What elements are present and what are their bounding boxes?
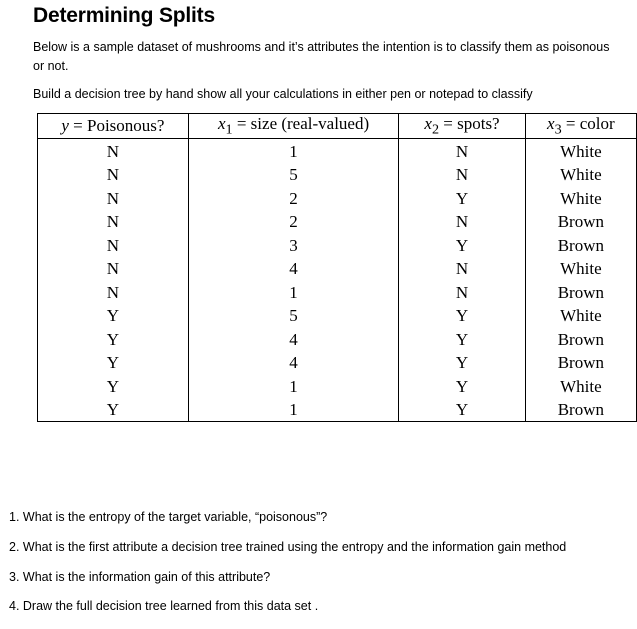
cell-size: 1	[188, 374, 398, 398]
table-row	[38, 280, 637, 304]
table-row	[38, 163, 637, 187]
cell-poisonous: Y	[38, 374, 189, 398]
cell-poisonous: Y	[38, 398, 189, 422]
question-item: 1. What is the entropy of the target variable, “poisonous”?	[9, 510, 328, 524]
cell-size: 2	[188, 186, 398, 210]
cell-color: White	[525, 257, 636, 281]
header-poisonous: y = Poisonous?	[38, 114, 189, 139]
cell-color: Brown	[525, 327, 636, 351]
cell-color: Brown	[525, 351, 636, 375]
cell-color: Brown	[525, 280, 636, 304]
table-row	[38, 304, 637, 328]
cell-spots: Y	[399, 351, 525, 375]
intro-paragraph: Below is a sample dataset of mushrooms and it’s attributes the intention is to classify them as poisonous or not.	[33, 40, 610, 73]
cell-spots: Y	[399, 186, 525, 210]
table-row	[38, 210, 637, 234]
table-row	[38, 398, 637, 422]
cell-poisonous: N	[38, 233, 189, 257]
cell-spots: N	[399, 257, 525, 281]
cell-spots: Y	[399, 398, 525, 422]
cell-color: White	[525, 374, 636, 398]
table-header-row	[38, 114, 637, 139]
page-title: Determining Splits	[33, 4, 215, 27]
cell-poisonous: N	[38, 186, 189, 210]
cell-spots: Y	[399, 233, 525, 257]
question-item: 3. What is the information gain of this attribute?	[9, 569, 271, 584]
cell-poisonous: N	[38, 280, 189, 304]
instruction-text: Build a decision tree by hand show all your calculations in either pen or notepad to classify	[33, 87, 533, 101]
table-row	[38, 186, 637, 210]
cell-spots: N	[399, 210, 525, 234]
cell-size: 4	[188, 327, 398, 351]
table-row	[38, 327, 637, 351]
table-row	[38, 233, 637, 257]
cell-size: 2	[188, 210, 398, 234]
table-row	[38, 257, 637, 281]
cell-size: 1	[188, 280, 398, 304]
cell-size: 3	[188, 233, 398, 257]
cell-size: 1	[188, 139, 398, 163]
cell-poisonous: N	[38, 257, 189, 281]
cell-color: White	[525, 186, 636, 210]
table-row	[38, 351, 637, 375]
cell-poisonous: N	[38, 210, 189, 234]
cell-poisonous: N	[38, 139, 189, 163]
question-list	[9, 507, 566, 626]
table-row	[38, 374, 637, 398]
cell-color: Brown	[525, 398, 636, 422]
cell-size: 4	[188, 257, 398, 281]
cell-spots: Y	[399, 304, 525, 328]
question-item: 4. Draw the full decision tree learned from this data set .	[9, 599, 319, 614]
cell-color: Brown	[525, 210, 636, 234]
cell-color: White	[525, 304, 636, 328]
cell-spots: Y	[399, 327, 525, 351]
cell-poisonous: Y	[38, 304, 189, 328]
cell-size: 5	[188, 163, 398, 187]
cell-color: White	[525, 163, 636, 187]
cell-size: 4	[188, 351, 398, 375]
cell-poisonous: Y	[38, 327, 189, 351]
header-spots: $x_2$ = spots?	[399, 114, 525, 139]
cell-poisonous: N	[38, 163, 189, 187]
cell-spots: N	[399, 163, 525, 187]
cell-color: White	[525, 139, 636, 163]
header-size: $x_1$ = size (real-valued)	[188, 114, 398, 139]
cell-poisonous: Y	[38, 351, 189, 375]
cell-color: Brown	[525, 233, 636, 257]
cell-spots: N	[399, 280, 525, 304]
cell-size: 1	[188, 398, 398, 422]
header-color: $x_3$ = color	[525, 114, 636, 139]
mushroom-dataset-table	[37, 113, 637, 422]
cell-spots: N	[399, 139, 525, 163]
cell-spots: Y	[399, 374, 525, 398]
table-row	[38, 139, 637, 163]
question-item: 2. What is the first attribute a decision tree trained using the entropy and the information gain method	[9, 539, 567, 554]
cell-size: 5	[188, 304, 398, 328]
